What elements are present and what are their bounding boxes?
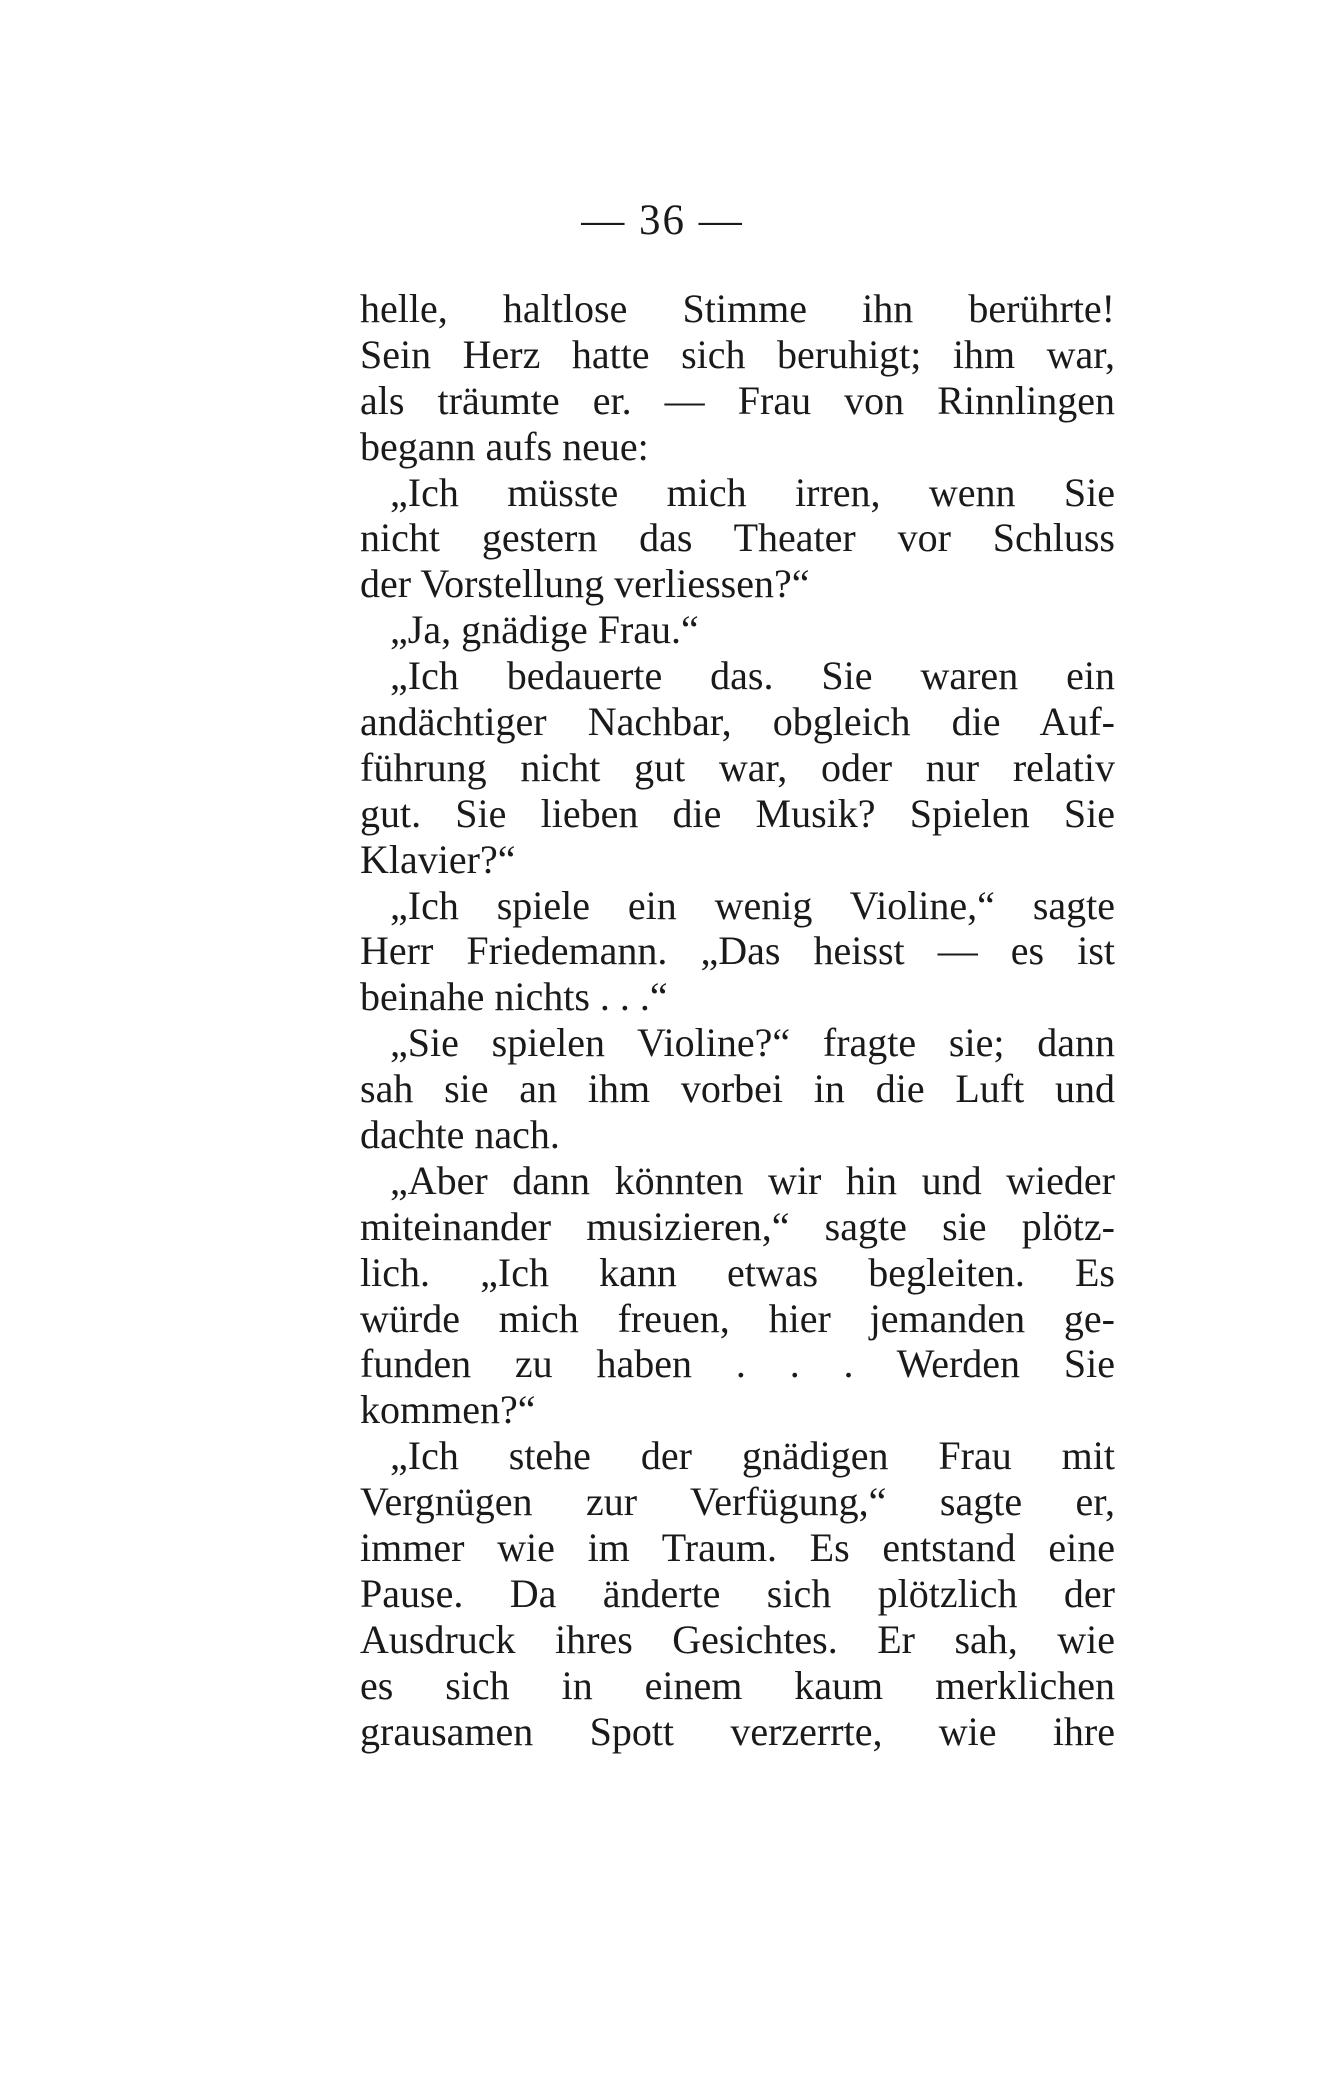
text-line: als träumte er. — Frau von Rinnlingen — [360, 377, 1115, 423]
text-line: der Vorstellung verliessen?“ — [360, 561, 810, 607]
text-line: andächtiger Nachbar, obgleich die Auf- — [360, 699, 1115, 745]
text-line: funden zu haben . . . Werden Sie — [360, 1341, 1115, 1387]
text-line: führung nicht gut war, oder nur relativ — [360, 744, 1115, 790]
text-line: beinahe nichts . . .“ — [360, 974, 668, 1020]
text-line: nicht gestern das Theater vor Schluss — [360, 515, 1115, 561]
text-line: immer wie im Traum. Es entstand eine — [360, 1525, 1115, 1571]
text-line: gut. Sie lieben die Musik? Spielen Sie — [360, 790, 1115, 836]
text-line: begann aufs neue: — [360, 423, 649, 469]
text-line: Ausdruck ihres Gesichtes. Er sah, wie — [360, 1616, 1115, 1662]
text-line: miteinander musizieren,“ sagte sie plötz- — [360, 1203, 1115, 1249]
text-line: lich. „Ich kann etwas begleiten. Es — [360, 1249, 1115, 1295]
text-line: „Ich stehe der gnädigen Frau mit — [390, 1433, 1115, 1479]
text-line: „Ja, gnädige Frau.“ — [390, 607, 699, 653]
text-line: kommen?“ — [360, 1387, 536, 1433]
text-line: grausamen Spott verzerrte, wie ihre — [360, 1708, 1115, 1754]
text-line: helle, haltlose Stimme ihn berührte! — [360, 286, 1115, 331]
text-line: Herr Friedemann. „Das heisst — es ist — [360, 928, 1115, 974]
text-line: Pause. Da änderte sich plötzlich der — [360, 1570, 1115, 1616]
text-line: „Aber dann könnten wir hin und wieder — [390, 1157, 1115, 1203]
text-line: „Ich müsste mich irren, wenn Sie — [390, 469, 1115, 515]
page-number: — 36 — — [581, 197, 744, 244]
text-line: dachte nach. — [360, 1112, 560, 1158]
text-line: würde mich freuen, hier jemanden ge- — [360, 1295, 1115, 1341]
text-line: sah sie an ihm vorbei in die Luft und — [360, 1066, 1115, 1112]
text-line: „Ich spiele ein wenig Violine,“ sagte — [390, 882, 1115, 928]
text-line: Sein Herz hatte sich beruhigt; ihm war, — [360, 331, 1115, 377]
text-line: es sich in einem kaum merklichen — [360, 1662, 1115, 1708]
body-text — [360, 286, 1115, 1755]
text-line: „Ich bedauerte das. Sie waren ein — [390, 653, 1115, 699]
text-line: Klavier?“ — [360, 836, 516, 882]
text-line: Vergnügen zur Verfügung,“ sagte er, — [360, 1479, 1115, 1525]
text-line: „Sie spielen Violine?“ fragte sie; dann — [390, 1020, 1115, 1066]
